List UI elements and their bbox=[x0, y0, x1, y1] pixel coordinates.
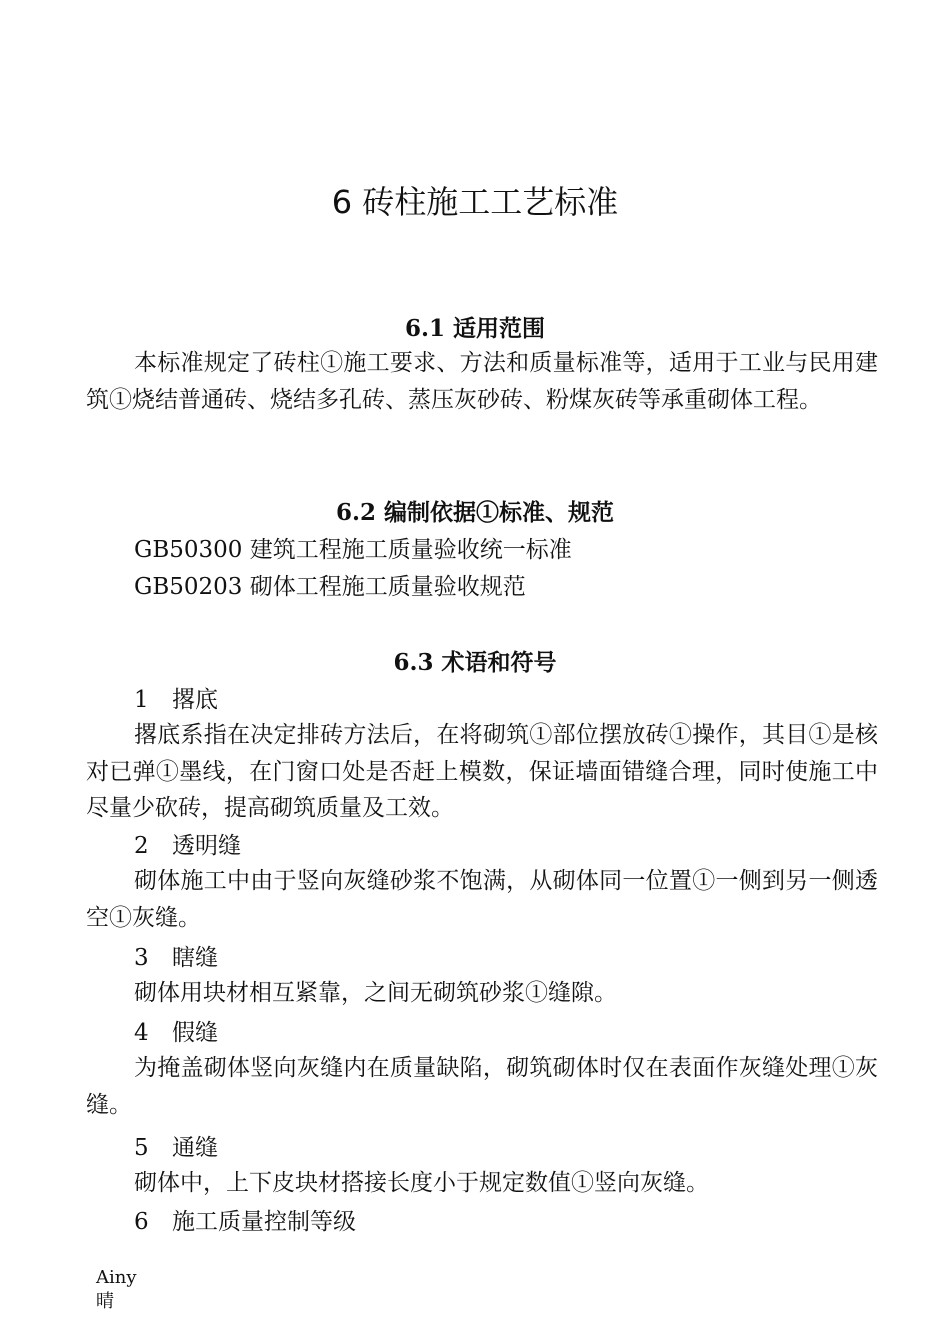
term-number: 6 bbox=[134, 1209, 149, 1235]
term-4-heading bbox=[134, 1018, 878, 1048]
document-title: 6 砖柱施工工艺标准 bbox=[331, 183, 619, 221]
term-name: 通缝 bbox=[172, 1135, 218, 1161]
term-number: 3 bbox=[134, 945, 149, 971]
term-3-definition: 砌体用块材相互紧靠，之间无砌筑砂浆①缝隙。 bbox=[134, 980, 617, 1006]
term-name: 撂底 bbox=[172, 687, 218, 713]
section-heading-6-3: 6.3 术语和符号 bbox=[393, 649, 557, 676]
term-2-heading bbox=[134, 831, 878, 861]
section-heading-6-1: 6.1 适用范围 bbox=[404, 315, 546, 342]
section-6-1-body: 本标准规定了砖柱①施工要求、方法和质量标准等，适用于工业与民用建筑①烧结普通砖、烧结多孔砖、蒸压灰砂砖、粉煤灰砖等承重砌体工程。 bbox=[86, 350, 878, 413]
section-heading-6-2: 6.2 编制依据①标准、规范 bbox=[335, 499, 615, 526]
term-number: 1 bbox=[134, 687, 149, 713]
footer-note: 晴 bbox=[96, 1291, 114, 1312]
reference-gb50300: GB50300 建筑工程施工质量验收统一标准 bbox=[134, 537, 572, 563]
term-5-definition: 砌体中，上下皮块材搭接长度小于规定数值①竖向灰缝。 bbox=[134, 1170, 709, 1196]
term-name: 施工质量控制等级 bbox=[172, 1209, 356, 1235]
term-4-definition: 为掩盖砌体竖向灰缝内在质量缺陷，砌筑砌体时仅在表面作灰缝处理①灰缝。 bbox=[86, 1055, 878, 1118]
term-name: 假缝 bbox=[172, 1020, 218, 1046]
term-name: 透明缝 bbox=[172, 833, 241, 859]
term-6-heading bbox=[134, 1207, 878, 1237]
term-name: 瞎缝 bbox=[172, 945, 218, 971]
term-1-definition: 撂底系指在决定排砖方法后，在将砌筑①部位摆放砖①操作，其目①是核对已弹①墨线，在门窗口处是否赶上模数，保证墙面错缝合理，同时使施工中尽量少砍砖，提高砌筑质量及工效。 bbox=[86, 722, 878, 821]
page-footer bbox=[96, 1266, 137, 1314]
footer-author: Ainy bbox=[96, 1267, 137, 1288]
term-2-definition: 砌体施工中由于竖向灰缝砂浆不饱满，从砌体同一位置①一侧到另一侧透空①灰缝。 bbox=[86, 868, 878, 931]
term-3-heading bbox=[134, 943, 878, 973]
term-number: 2 bbox=[134, 833, 149, 859]
term-number: 4 bbox=[134, 1020, 149, 1046]
term-number: 5 bbox=[134, 1135, 149, 1161]
term-1-heading bbox=[134, 685, 878, 715]
term-5-heading bbox=[134, 1133, 878, 1163]
reference-gb50203: GB50203 砌体工程施工质量验收规范 bbox=[134, 574, 526, 600]
